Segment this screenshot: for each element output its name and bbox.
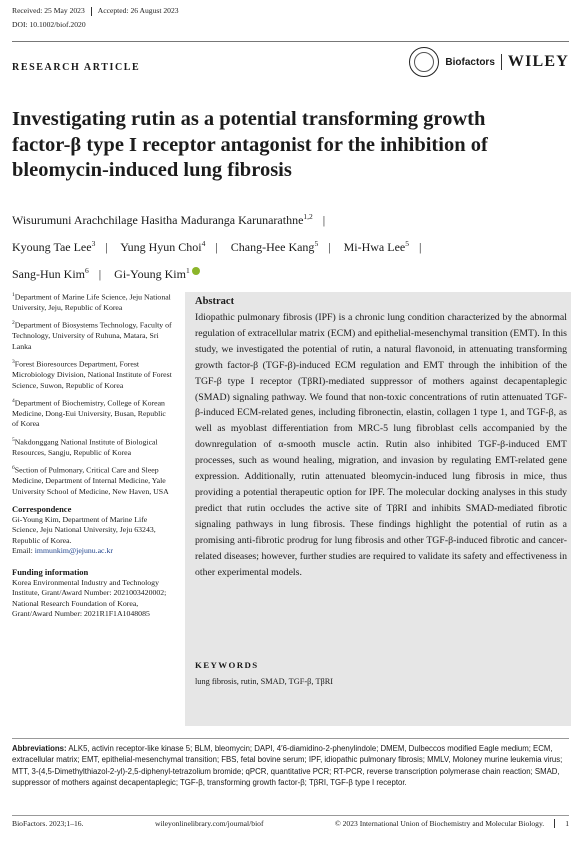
journal-url[interactable]: wileyonlinelibrary.com/journal/biof [154,819,264,828]
doi[interactable]: DOI: 10.1002/biof.2020 [12,20,86,29]
date-divider [91,7,92,16]
orcid-icon[interactable] [192,267,200,275]
affiliation: $^5$Nakdonggang National Institute of Biological Resources, Sangju, Republic of Korea [12,436,158,457]
article-dates [12,6,179,16]
footer-rule [12,815,569,816]
author[interactable]: Wisurumuni Arachchilage Hasitha Maduranga Karunarathne$^{1,2}$ [12,212,313,227]
article-type: RESEARCH ARTICLE [12,62,141,73]
copyright: © 2023 International Union of Biochemistry and Molecular Biology. [334,819,545,828]
correspondence-email-line: Email: immunkim@jejunu.ac.kr [12,546,113,556]
page-footer [12,819,569,828]
journal-name: Biofactors [445,56,495,68]
affiliation: $^1$Department of Marine Life Science, Jeju National University, Jeju, Republic of Korea [12,292,171,312]
article-title: Investigating rutin as a potential transforming growth factor-β type I receptor antagonist for the inhibition of bleomycin-induced lung fibrosis [12,108,488,181]
author-list: Wisurumuni Arachchilage Hasitha Maduranga Karunarathne$^{1,2}$ | Kyoung Tae Lee$^3$ | Yung Hyun Choi$^4$ | Chang-Hee Kang$^5$ | Mi-Hwa Lee$^5$ | Sang-Hun Kim$^6$ | Gi-Young Kim$^1$ [12,212,422,281]
affiliation: $^3$Forest Bioresources Department, Forest Microbiology Division, National Institute of Forest Science, Suwon, Republic of Korea [12,359,172,390]
front-matter-column [12,290,172,619]
author[interactable]: Sang-Hun Kim$^6$ [12,266,89,281]
email-link[interactable]: immunkim@jejunu.ac.kr [34,546,113,556]
correspondence-text: Gi-Young Kim, Department of Marine Life Science, Jeju National University, Jeju 63243, Republic of Korea. [12,515,156,545]
affiliation: $^4$Department of Biochemistry, College of Korean Medicine, Dong-Eui University, Busan, Republic of Korea [12,398,166,429]
page-number: 1 [565,819,569,828]
logo-divider [501,54,502,70]
affiliation: $^6$Section of Pulmonary, Critical Care and Sleep Medicine, Department of Internal Medicine, Yale University School of Medicine, New Haven, USA [12,465,169,496]
keywords-heading: KEYWORDS [195,660,259,670]
funding-text: Korea Environmental Industry and Technology Institute, Grant/Award Number: 2021003420002; National Research Foundation of Korea, Grant/Award Number: 2021R1F1A1048085 [12,577,167,618]
header-rule [12,41,569,42]
citation: BioFactors. 2023;1–16. [12,819,84,828]
received-date: Received: 25 May 2023 [12,6,85,15]
keywords-text: lung fibrosis, rutin, SMAD, TGF-β, TβRI [195,677,334,686]
society-seal-icon [409,47,439,77]
publisher-logo: WILEY [507,53,569,70]
funding-heading: Funding information [12,566,89,577]
author[interactable]: Kyoung Tae Lee$^3$ [12,239,96,254]
footer-divider [554,819,555,828]
accepted-date: Accepted: 26 August 2023 [97,6,179,15]
abbreviations: Abbreviations: ALK5, activin receptor-like kinase 5; BLM, bleomycin; DAPI, 4′6-diamidino-2-phenylindole; DMEM, Dulbeccos modified Eagle medium; ECM, extracellular matrix; EMT, epithelial-mesenchymal transition; FBS, fetal bovine serum; IPF, idiopathic pulmonary fibrosis; MMLV, Moloney murine leukemia virus; MTT, 3-(4,5-Dimethylthiazol-2-yl)-2,5-diphenyl-tetrazolium bromide; qPCR, quantitative PCR; RT-PCR, reverse transcription polymerase chain reaction; SMAD, suppressor of mothers against decapentaplegic; TGF-β, transforming growth factor-β; TβRI, TGF-β type I receptor. [12,744,563,788]
author[interactable]: Mi-Hwa Lee$^5$ [343,239,409,254]
author[interactable]: Chang-Hee Kang$^5$ [230,239,319,254]
abbreviations-rule [12,738,569,739]
author[interactable]: Yung Hyun Choi$^4$ [120,239,206,254]
abstract-text: Idiopathic pulmonary fibrosis (IPF) is a chronic lung condition characterized by the abnormal regulation of extracellular matrix (ECM) and epithelial-mesenchymal transition (EMT). In this study, we investigated the potential of rutin, a natural flavonoid, in attenuating transforming growth factor-β (TGF-β)-induced ECM regulation and EMT through the inhibition of the TGF-β type I receptor (TβRI)-mediated suppressor of mothers against decapentaplegic (SMAD) signaling pathway. We found that non-toxic concentrations of rutin attenuated TGF-β-induced ECM-related genes, including fibronectin, elastin, collagen 1 type 1, and TGF-β, as well as myoblast differentiation from MRC-5 lung fibroblast cells accompanied by the downregulation of α-smooth muscle actin. Rutin also inhibited TGF-β-induced EMT processes, such as wound healing, migration, and invasion by regulating EMT-related gene expression. Additionally, rutin attenuated bleomycin-induced lung fibrosis in mice, thus providing a potential therapeutic option for IPF. The molecular docking analyses in this study predict that rutin occludes the active site of TβRI and inhibits SMAD-mediated fibrotic signaling pathways in lung fibrosis. These findings highlight the potential of rutin as a promising anti-fibrotic prodrug for lung fibrosis and other TGF-β-induced fibrotic and cancer-related diseases; however, further studies are required to validate its safety and effectiveness in other experimental models. [195,312,567,578]
abstract-heading: Abstract [195,296,235,307]
author[interactable]: Gi-Young Kim$^1$ [114,267,200,281]
correspondence-heading: Correspondence [12,504,72,515]
affiliation: $^2$Department of Biosystems Technology, Faculty of Technology, University of Ruhuna, Matara, Sri Lanka [12,320,172,351]
journal-logos [409,47,569,77]
